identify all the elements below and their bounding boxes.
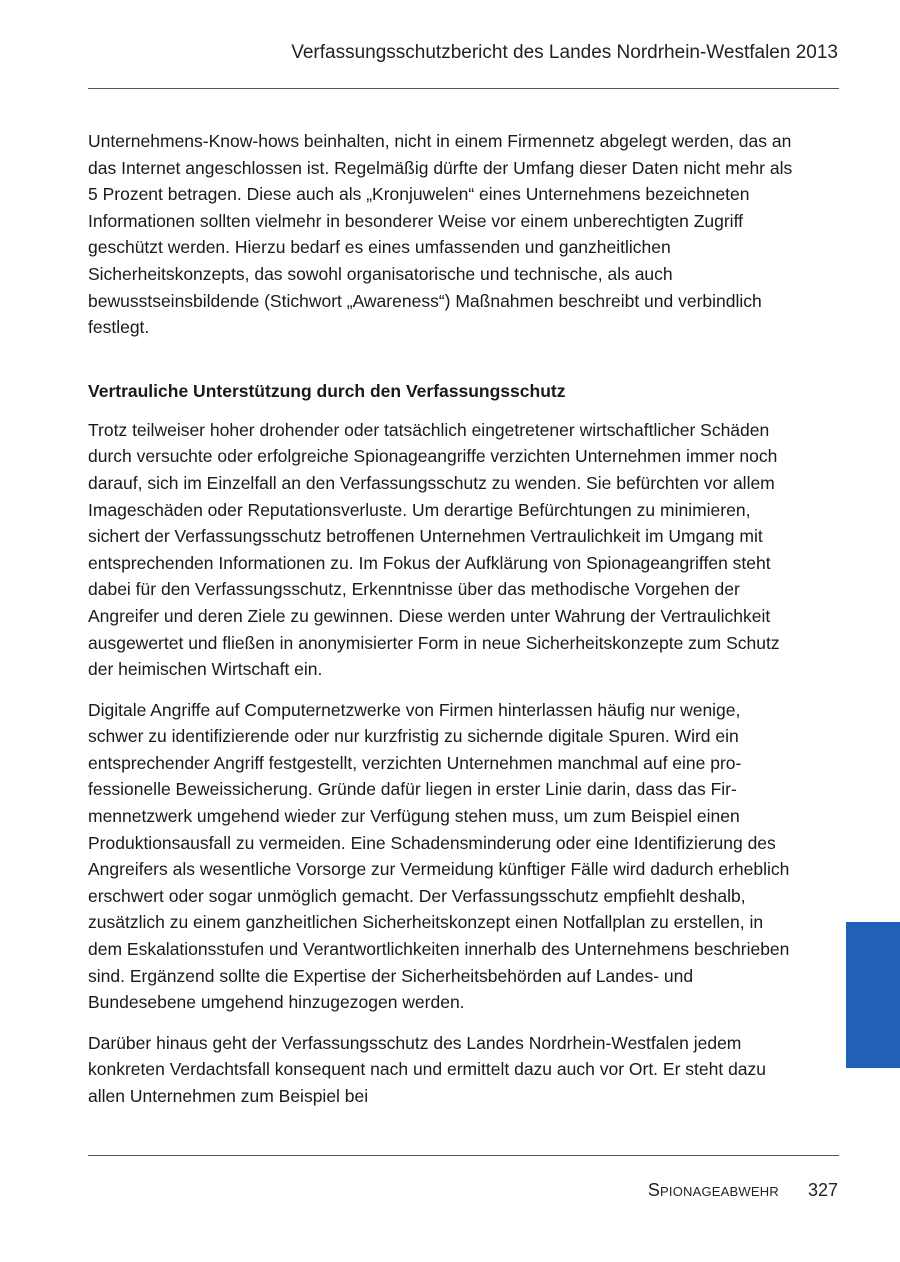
page-footer <box>648 1180 838 1201</box>
chapter-thumb-tab <box>846 922 900 1068</box>
footer-rule <box>88 1155 839 1156</box>
page-body <box>88 128 800 1110</box>
intro-paragraph: Unternehmens-Know-hows beinhalten, nicht in einem Firmennetz abgelegt werden, das an das Internet angeschlossen ist. Regelmäßig dürfte der Umfang dieser Daten nicht mehr als 5 Prozent betragen. Diese auch als „Kronjuwelen“ eines Unternehmens bezeichneten Informationen sollten vielmehr in besonderer Weise vor einem unberechtigten Zugriff geschützt werden. Hierzu bedarf es eines umfassenden und ganzheitlichen Sicherheitskonzepts, das sowohl organisatorische und technische, als auch bewusstseinsbildende (Stichwort „Awareness“) Maßnahmen beschreibt und verbindlich festlegt. <box>88 131 793 338</box>
paragraph-confidentiality: Trotz teilweiser hoher drohender oder tatsächlich eingetretener wirtschaftlicher Schäden durch versuchte oder erfolgreiche Spionageangriffe verzichten Unternehmen immer noch darauf, sich im Einzelfall an den Verfassungsschutz zu wenden. Sie befürchten vor allem Imageschäden oder Reputationsverluste. Um derartige Befürchtungen zu minimieren, sichert der Verfassungsschutz betroffenen Unternehmen Vertraulichkeit im Umgang mit entsprechenden Informationen zu. Im Fokus der Aufklärung von Spionageangriffen steht dabei für den Verfassungsschutz, Erkenntnisse über das methodische Vorgehen der Angreifer und deren Ziele zu gewinnen. Diese werden unter Wahrung der Vertraulichkeit ausgewertet und fließen in anonymisierter Form in neue Sicherheitskonzepte zum Schutz der heimischen Wirtschaft ein. <box>88 419 780 680</box>
paragraph-investigation: Darüber hinaus geht der Verfassungsschutz des Landes Nordrhein-Westfalen jedem konkreten Verdachtsfall konsequent nach und ermittelt dazu auch vor Ort. Er steht dazu allen Unternehmen zum Beispiel bei <box>88 1032 767 1106</box>
running-header: Verfassungsschutzbericht des Landes Nordrhein-Westfalen 2013 <box>291 42 838 63</box>
header-rule <box>88 88 839 89</box>
page-number: 327 <box>807 1180 838 1200</box>
paragraph-digital-attacks: Digitale Angriffe auf Computernetzwerke von Firmen hinterlassen häufig nur wenige, schwer zu identifizierende oder nur kurzfristig zu sichernde digitale Spuren. Wird ein entsprechender Angriff festgestellt, verzichten Unternehmen manchmal auf eine professionelle Beweissicherung. Gründe dafür liegen in erster Linie darin, dass das Firmennetzwerk umgehend wieder zur Verfügung stehen muss, um zum Beispiel einen Produktionsausfall zu vermeiden. Eine Schadensminderung oder eine Identifizierung des Angreifers als wesentliche Vorsorge zur Vermeidung künftiger Fälle wird dadurch erheblich erschwert oder sogar unmöglich gemacht. Der Verfassungsschutz empfiehlt deshalb, zusätzlich zu einem ganzheitlichen Sicherheitskonzept einen Notfallplan zu erstellen, in dem Eskalationsstufen und Verantwortlichkeiten innerhalb des Unternehmens beschrieben sind. Ergänzend sollte die Expertise der Sicherheitsbehörden auf Landes- und Bundesebene umgehend hinzugezogen werden. <box>88 699 790 1013</box>
section-heading: Vertrauliche Unterstützung durch den Verfassungsschutz <box>88 380 566 401</box>
footer-section-title: Spionageabwehr <box>647 1180 779 1200</box>
